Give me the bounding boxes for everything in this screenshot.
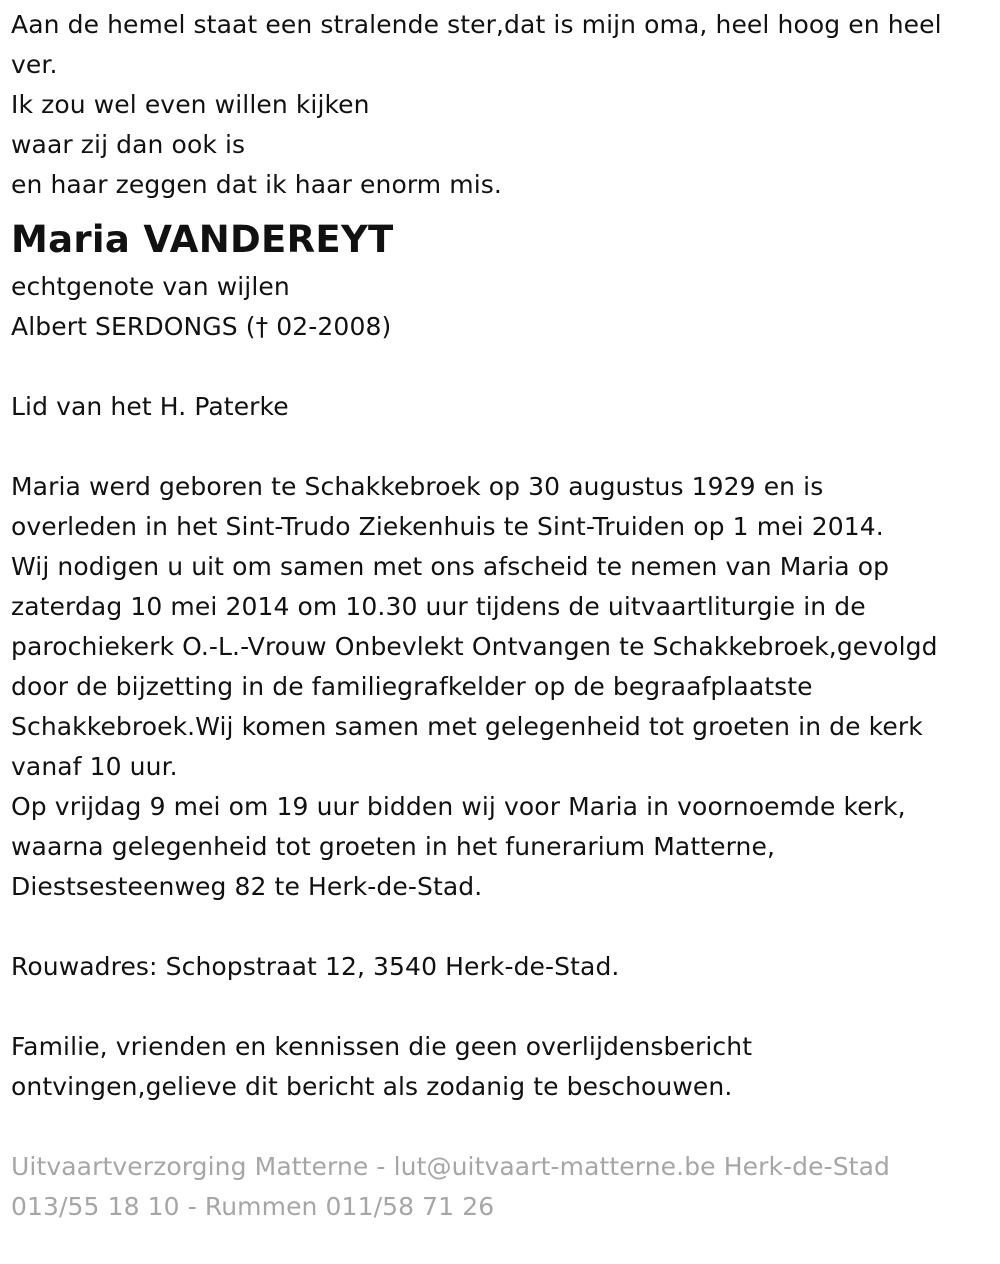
- footer-line: 013/55 18 10 - Rummen 011/58 71 26: [11, 1192, 495, 1221]
- poem-line: en haar zeggen dat ik haar enorm mis.: [11, 170, 502, 199]
- membership-text: Lid van het H. Paterke: [11, 392, 289, 421]
- funeral-home-footer: [11, 1147, 995, 1227]
- poem-line: Aan de hemel staat een stralende ster,dat is mijn oma, heel hoog en heel: [11, 10, 942, 39]
- footer-line: Uitvaartverzorging Matterne - lut@uitvaart-matterne.be Herk-de-Stad: [11, 1152, 890, 1181]
- poem: [11, 5, 995, 205]
- poem-line: waar zij dan ook is: [11, 130, 246, 159]
- notice-line: ontvingen,gelieve dit bericht als zodanig te beschouwen.: [11, 1072, 733, 1101]
- announcement-line: door de bijzetting in de familiegrafkelder op de begraafplaatste: [11, 672, 813, 701]
- announcement-line: waarna gelegenheid tot groeten in het funerarium Matterne,: [11, 832, 776, 861]
- spacer: [11, 347, 995, 387]
- deceased-details: [11, 267, 995, 347]
- obituary-page: [11, 5, 995, 1227]
- notice: [11, 1027, 995, 1107]
- spacer: [11, 907, 995, 947]
- relation-text: echtgenote van wijlen: [11, 272, 290, 301]
- mourning-address: Rouwadres: Schopstraat 12, 3540 Herk-de-Stad.: [11, 952, 620, 981]
- notice-line: Familie, vrienden en kennissen die geen overlijdensbericht: [11, 1032, 753, 1061]
- announcement: [11, 467, 995, 907]
- spouse-line: [11, 307, 995, 347]
- announcement-line: zaterdag 10 mei 2014 om 10.30 uur tijdens de uitvaartliturgie in de: [11, 592, 866, 621]
- spouse-prefix: Albert SERDONGS (: [11, 312, 256, 341]
- announcement-line: Wij nodigen u uit om samen met ons afscheid te nemen van Maria op: [11, 552, 890, 581]
- spouse-suffix: 02-2008): [268, 312, 392, 341]
- announcement-line: parochiekerk O.-L.-Vrouw Onbevlekt Ontvangen te Schakkebroek,gevolgd: [11, 632, 938, 661]
- announcement-line: Op vrijdag 9 mei om 19 uur bidden wij voor Maria in voornoemde kerk,: [11, 792, 906, 821]
- spacer: [11, 987, 995, 1027]
- poem-line: Ik zou wel even willen kijken: [11, 90, 370, 119]
- announcement-line: vanaf 10 uur.: [11, 752, 178, 781]
- cross-icon: †: [255, 312, 269, 341]
- deceased-name: Maria VANDEREYT: [11, 218, 394, 261]
- poem-line: ver.: [11, 50, 58, 79]
- announcement-line: Schakkebroek.Wij komen samen met gelegenheid tot groeten in de kerk: [11, 712, 923, 741]
- announcement-line: Maria werd geboren te Schakkebroek op 30 augustus 1929 en is: [11, 472, 824, 501]
- spacer: [11, 1107, 995, 1147]
- announcement-line: Diestsesteenweg 82 te Herk-de-Stad.: [11, 872, 483, 901]
- announcement-line: overleden in het Sint-Trudo Ziekenhuis te Sint-Truiden op 1 mei 2014.: [11, 512, 884, 541]
- spacer: [11, 427, 995, 467]
